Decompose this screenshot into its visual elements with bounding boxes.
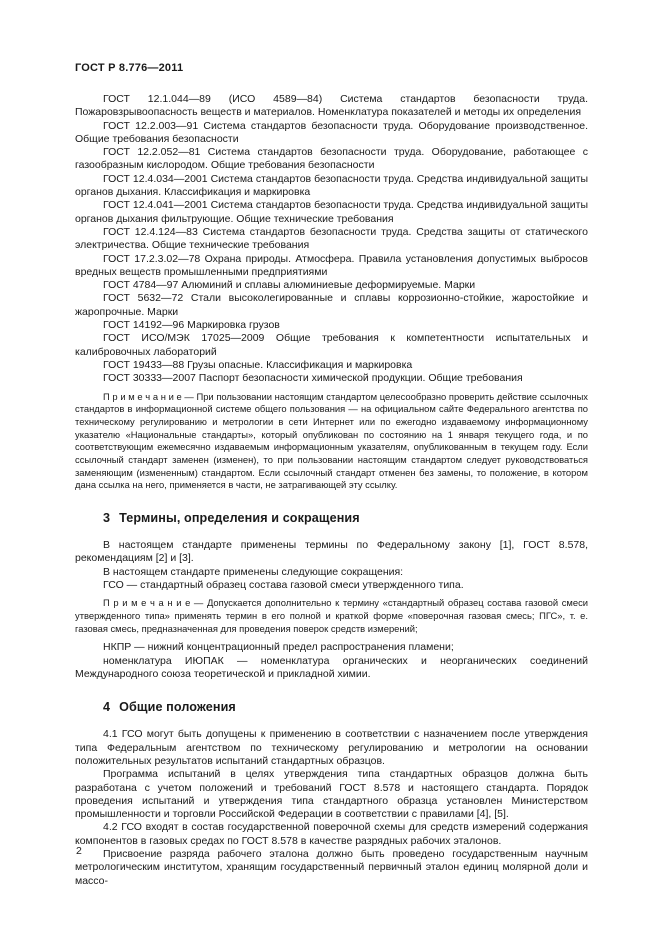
reference-item: ГОСТ 4784—97 Алюминий и сплавы алюминиевые деформируемые. Марки bbox=[103, 279, 476, 292]
reference-item: ГОСТ 12.2.003—91 Система стандартов безопасности труда. Оборудование производственное. Общие требования безопасности bbox=[75, 119, 588, 145]
document-header: ГОСТ Р 8.776—2011 bbox=[75, 62, 184, 74]
reference-item: ГОСТ 12.2.052—81 Система стандартов безопасности труда. Оборудование, работающее с газообразным кислородом. Общие требования безопасности bbox=[75, 146, 588, 172]
section-number: 3 bbox=[103, 511, 111, 526]
reference-item: ГОСТ 12.1.044—89 (ИСО 4589—84) Система стандартов безопасности труда. Пожаровзрывоопасность веществ и материалов. Номенклатура показателей и методы их определения bbox=[75, 93, 588, 119]
terms-note: П р и м е ч а н и е — Допускается дополнительно к термину «стандартный образец состава газовой смеси утвержденного типа» применять термин в его полной и краткой форме «поверочная газовая смесь; ПГС», т. е. газовая смесь, предназначенная для проведения поверок средств измерений; bbox=[75, 597, 588, 634]
paragraph: номенклатура ИЮПАК — номенклатура органических и неорганических соединений Международного союза теоретической и прикладной химии. bbox=[75, 654, 588, 681]
reference-item: ГОСТ 14192—96 Маркировка грузов bbox=[103, 319, 280, 332]
paragraph: В настоящем стандарте применены следующие сокращения: bbox=[103, 565, 404, 578]
page-number: 2 bbox=[76, 845, 82, 857]
reference-item: ГОСТ 30333—2007 Паспорт безопасности химической продукции. Общие требования bbox=[103, 372, 523, 385]
paragraph: ГСО — стандартный образец состава газовой смеси утвержденного типа. bbox=[103, 579, 464, 592]
paragraph: Программа испытаний в целях утверждения типа стандартных образцов должна быть разработана с учетом положений и требований ГОСТ 8.578 и настоящего стандарта. Порядок проведения испытаний и утверждения типа стандартного образца установлен Министерством промышленности и торговли Российской Федерации в соответствии с правилами [4], [5]. bbox=[75, 768, 588, 821]
references-section bbox=[75, 93, 588, 492]
reference-item: ГОСТ 12.4.034—2001 Система стандартов безопасности труда. Средства индивидуальной защиты органов дыхания. Классификация и маркировка bbox=[75, 172, 588, 199]
section-title: Термины, определения и сокращения bbox=[119, 511, 360, 526]
section-4-heading bbox=[75, 700, 588, 714]
paragraph: НКПР — нижний концентрационный предел распространения пламени; bbox=[103, 641, 454, 654]
paragraph: 4.1 ГСО могут быть допущены к применению в соответствии с назначением после утверждения типа Федеральным агентством по техническому регулированию и метрологии на основании положительных результатов испытаний стандартных образцов. bbox=[75, 728, 588, 767]
references-note: П р и м е ч а н и е — При пользовании настоящим стандартом целесообразно проверить действие ссылочных стандартов в информационной системе общего пользования — на официальном сайте Федерального агентства по техническому регулированию и метрологии в сети Интернет или по ежегодно издаваемому информационному указателю «Национальные стандарты», который опубликован по состоянию на 1 января текущего года, и по соответствующим ежемесячно издаваемым информационным указателям, опубликованным в текущем году. Если ссылочный стандарт заменен (изменен), то при пользовании настоящим стандартом следует руководствоваться заменяющим (измененным) стандартом. Если ссылочный стандарт отменен без замены, то положение, в котором дана ссылка на него, применяется в части, не затрагивающей эту ссылку. bbox=[75, 390, 588, 491]
reference-item: ГОСТ 19433—88 Грузы опасные. Классификация и маркировка bbox=[103, 358, 413, 371]
reference-item: ГОСТ 17.2.3.02—78 Охрана природы. Атмосфера. Правила установления допустимых выбросов вредных веществ промышленными предприятиями bbox=[75, 252, 588, 278]
reference-item: ГОСТ ИСО/МЭК 17025—2009 Общие требования к компетентности испытательных и калибровочных лабораторий bbox=[75, 332, 588, 358]
paragraph: Присвоение разряда рабочего эталона должно быть проведено государственным научным метрологическим институтом, хранящим государственный первичный эталон единиц молярной доли и массо- bbox=[75, 848, 588, 887]
section-4-general bbox=[75, 700, 588, 888]
paragraph: В настоящем стандарте применены термины по Федеральному закону [1], ГОСТ 8.578, рекомендациям [2] и [3]. bbox=[75, 539, 588, 565]
section-title: Общие положения bbox=[119, 700, 236, 715]
section-3-terms bbox=[75, 511, 588, 681]
section-3-heading bbox=[75, 511, 588, 525]
reference-item: ГОСТ 5632—72 Стали высоколегированные и сплавы коррозионно-стойкие, жаростойкие и жаропрочные. Марки bbox=[75, 292, 588, 318]
reference-item: ГОСТ 12.4.124—83 Система стандартов безопасности труда. Средства защиты от статического электричества. Общие технические требования bbox=[75, 225, 588, 252]
paragraph: 4.2 ГСО входят в состав государственной поверочной схемы для средств измерений содержания компонентов в газовых средах по ГОСТ 8.578 в качестве разрядных рабочих эталонов. bbox=[75, 821, 588, 847]
section-number: 4 bbox=[103, 700, 111, 715]
reference-item: ГОСТ 12.4.041—2001 Система стандартов безопасности труда. Средства индивидуальной защиты органов дыхания фильтрующие. Общие технические требования bbox=[75, 199, 588, 225]
